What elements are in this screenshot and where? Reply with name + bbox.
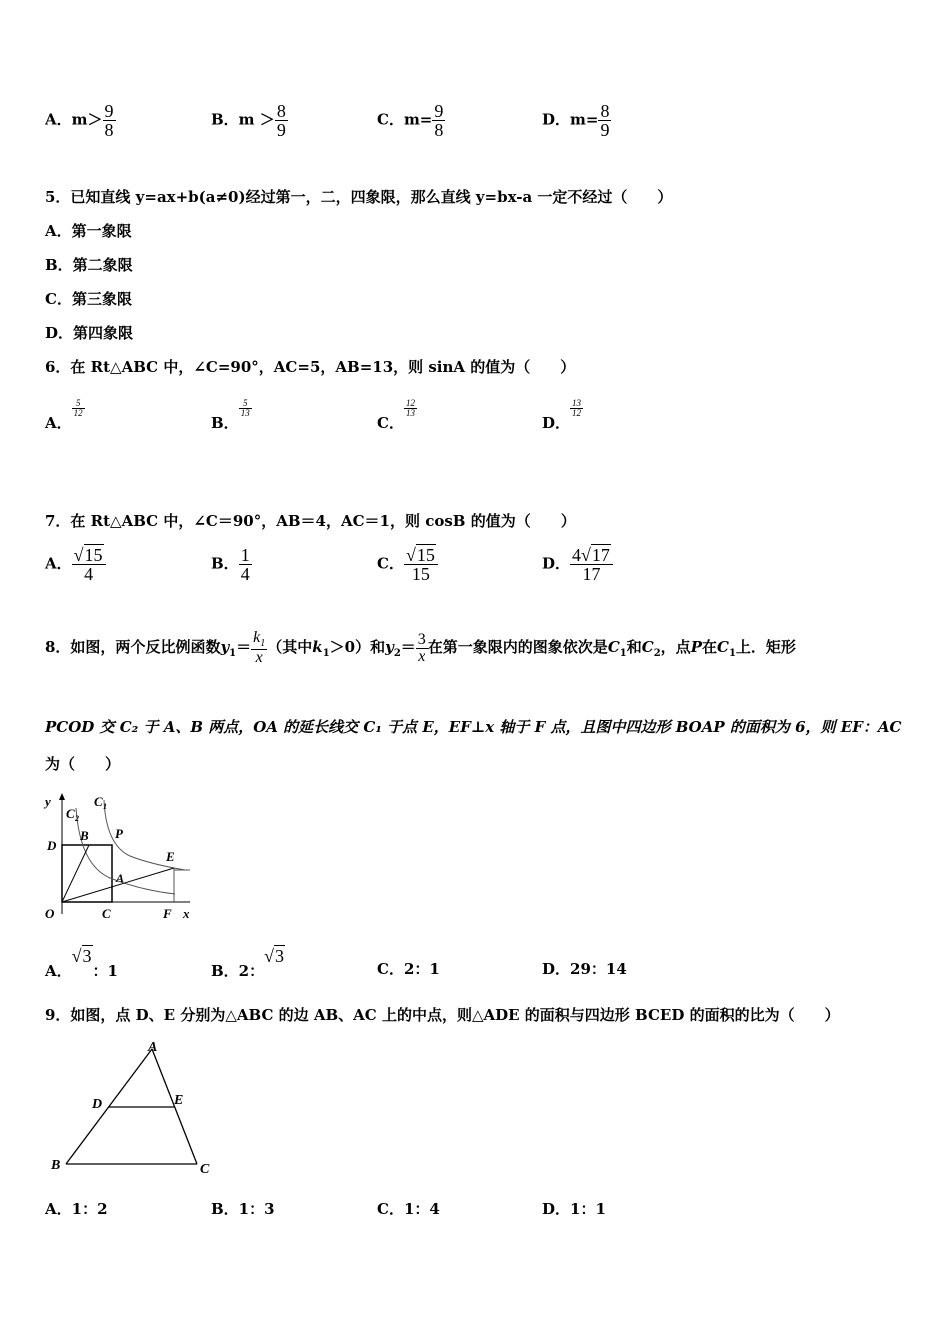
q7-option-b: B． $\frac{1}{4}$ <box>211 545 250 584</box>
q6-option-b: B． $\frac{5}{13}$ <box>211 397 250 432</box>
label-d: D <box>92 1097 103 1112</box>
q9-option-a: A．1：2 <box>45 1200 108 1218</box>
q9-option-c: C．1：4 <box>377 1200 440 1218</box>
q8-option-c: C．2：1 <box>377 960 440 978</box>
q8-line-3: 为（ ） <box>45 755 121 773</box>
q8-figure <box>40 790 195 925</box>
q4-option-d: D．m= $\frac{8}{9}$ <box>542 101 610 140</box>
q7-stem: 7．在 Rt△ABC 中，∠C＝90°，AB＝4，AC＝1，则 cosB 的值为（ ） <box>45 512 576 530</box>
label-e: E <box>174 1093 184 1108</box>
q5-stem: 5．已知直线 y=ax+b(a≠0)经过第一，二，四象限，那么直线 y=bx-a 一定不经过（ ） <box>45 188 673 206</box>
q7-option-c: C． $\frac{√15}{15}$ <box>377 546 438 583</box>
label-e: E <box>166 849 175 864</box>
label-c: C <box>200 1162 210 1177</box>
label-f: F <box>163 906 172 921</box>
label-c2: C <box>66 806 75 821</box>
q8-option-b: B．2：√3 <box>211 946 285 980</box>
label-c1: C <box>94 794 103 809</box>
q6-option-c: C． $\frac{12}{13}$ <box>377 397 415 432</box>
q7-option-a: A． $\frac{√15}{4}$ <box>45 546 106 583</box>
q8-line-1: 8．如图，两个反比例函数$y_1=$ $\frac{k_1}{x}$ （其中$k_1>0$）和$y_2=$ $\frac{3}{x}$ 在第一象限内的图象依次是$C_1$和$C_2$，点P在$C_1$上．矩形 <box>45 629 796 667</box>
q4-option-c: C．m= $\frac{9}{8}$ <box>377 101 444 140</box>
label-a: A <box>116 871 125 885</box>
q8-option-a: A．√3：1 <box>45 946 118 980</box>
label-c1-sub: 1 <box>103 802 107 811</box>
q8-option-d: D．29：14 <box>542 960 627 978</box>
label-y: y <box>45 794 51 809</box>
q9-stem: 9．如图，点 D、E 分别为△ABC 的边 AB、AC 上的中点，则△ADE 的面积与四边形 BCED 的面积的比为（ ） <box>45 1006 840 1024</box>
label-c: C <box>102 906 111 921</box>
label-p: P <box>115 826 123 841</box>
label-o: O <box>45 906 55 921</box>
q4-option-b: B．m ＞ $\frac{8}{9}$ <box>211 101 286 140</box>
q5-option-d: D．第四象限 <box>45 324 134 342</box>
label-a: A <box>148 1040 158 1055</box>
q9-option-b: B．1：3 <box>211 1200 275 1218</box>
q9-figure <box>44 1040 219 1180</box>
label-d: D <box>47 838 57 853</box>
q5-option-c: C．第三象限 <box>45 290 132 308</box>
q7-option-d: D． $\frac{4√17}{17}$ <box>542 546 613 583</box>
q6-stem: 6．在 Rt△ABC 中，∠C=90°，AC=5，AB=13，则 sinA 的值为（ ） <box>45 358 576 376</box>
q5-option-a: A．第一象限 <box>45 222 132 240</box>
q6-option-a: A． $\frac{5}{12}$ <box>45 397 83 432</box>
q9-option-d: D．1：1 <box>542 1200 606 1218</box>
label-b: B <box>80 828 89 843</box>
label-c2-sub: 2 <box>75 814 79 823</box>
label-x: x <box>183 906 190 921</box>
q5-option-b: B．第二象限 <box>45 256 133 274</box>
q6-option-d: D． $\frac{13}{12}$ <box>542 397 582 432</box>
label-b: B <box>51 1158 61 1173</box>
q8-line-2: PCOD 交 C₂ 于 A、B 两点，OA 的延长线交 C₁ 于点 E，EF⊥x 轴于 F 点，且图中四边形 BOAP 的面积为 6，则 EF：AC <box>45 718 902 736</box>
q4-option-a: A．m＞ $\frac{9}{8}$ <box>45 101 114 140</box>
